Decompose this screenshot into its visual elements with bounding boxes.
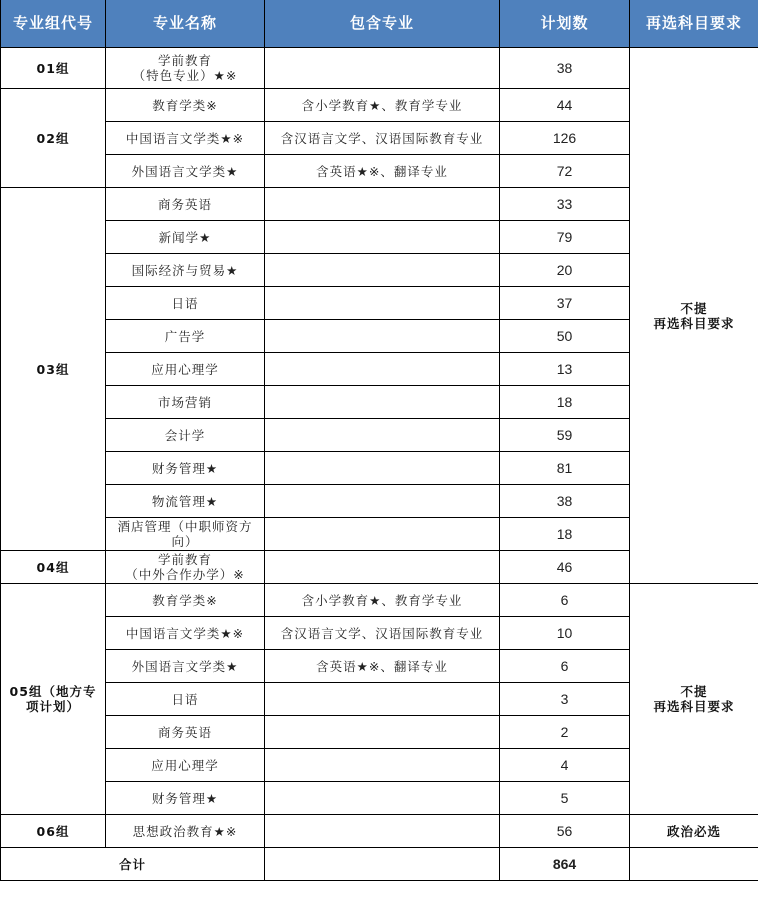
major-name <box>106 518 265 551</box>
included-majors <box>265 353 500 386</box>
total-row <box>1 848 758 881</box>
group-code <box>1 584 106 815</box>
plan-count: 56 <box>500 815 630 848</box>
plan-count: 5 <box>500 782 630 815</box>
included-majors <box>265 716 500 749</box>
total-label: 合计 <box>1 848 265 881</box>
plan-count: 18 <box>500 518 630 551</box>
major-name: 会计学 <box>106 419 265 452</box>
included-majors <box>265 485 500 518</box>
plan-count: 46 <box>500 551 630 584</box>
included-majors: 含汉语言文学、汉语国际教育专业 <box>265 122 500 155</box>
group-code-line1: 05组（地方专 <box>9 684 97 699</box>
included-majors <box>265 48 500 89</box>
plan-count: 50 <box>500 320 630 353</box>
plan-count: 44 <box>500 89 630 122</box>
included-majors <box>265 782 500 815</box>
total-requirement <box>630 848 758 881</box>
plan-count: 38 <box>500 485 630 518</box>
included-majors: 含英语★※、翻译专业 <box>265 650 500 683</box>
major-name: 商务英语 <box>106 716 265 749</box>
plan-count: 33 <box>500 188 630 221</box>
group-code: 04组 <box>1 551 106 584</box>
major-name: 财务管理★ <box>106 452 265 485</box>
included-majors <box>265 749 500 782</box>
major-name: 中国语言文学类★※ <box>106 617 265 650</box>
major-name-line1: 学前教育 <box>157 552 212 567</box>
plan-count: 10 <box>500 617 630 650</box>
header-subject-requirement: 再选科目要求 <box>630 0 758 48</box>
plan-count: 2 <box>500 716 630 749</box>
major-name: 广告学 <box>106 320 265 353</box>
major-name: 物流管理★ <box>106 485 265 518</box>
requirement-line1: 不提 <box>680 300 708 316</box>
plan-count: 72 <box>500 155 630 188</box>
major-name: 新闻学★ <box>106 221 265 254</box>
major-name-line2: 向） <box>171 534 199 549</box>
total-included <box>265 848 500 881</box>
table-row <box>1 815 758 848</box>
group-code: 03组 <box>1 188 106 551</box>
major-name: 商务英语 <box>106 188 265 221</box>
major-name: 市场营销 <box>106 386 265 419</box>
plan-count: 6 <box>500 584 630 617</box>
major-name <box>106 551 265 584</box>
plan-count: 38 <box>500 48 630 89</box>
requirement-line1: 不提 <box>680 684 708 699</box>
major-name: 中国语言文学类★※ <box>106 122 265 155</box>
included-majors: 含英语★※、翻译专业 <box>265 155 500 188</box>
requirement-line2: 再选科目要求 <box>653 699 735 714</box>
included-majors <box>265 320 500 353</box>
plan-count: 81 <box>500 452 630 485</box>
plan-count: 4 <box>500 749 630 782</box>
included-majors: 含小学教育★、教育学专业 <box>265 89 500 122</box>
table-row <box>1 48 758 89</box>
plan-count: 18 <box>500 386 630 419</box>
major-name: 教育学类※ <box>106 584 265 617</box>
major-name-line1: 酒店管理（中职师资方 <box>117 519 253 534</box>
subject-requirement-group06: 政治必选 <box>630 815 758 848</box>
plan-count: 126 <box>500 122 630 155</box>
included-majors <box>265 452 500 485</box>
major-name-line2: （特色专业）★※ <box>132 68 238 83</box>
major-name: 应用心理学 <box>106 353 265 386</box>
included-majors <box>265 386 500 419</box>
included-majors: 含小学教育★、教育学专业 <box>265 584 500 617</box>
included-majors <box>265 551 500 584</box>
major-name: 思想政治教育★※ <box>106 815 265 848</box>
plan-count: 59 <box>500 419 630 452</box>
major-name: 教育学类※ <box>106 89 265 122</box>
major-name: 财务管理★ <box>106 782 265 815</box>
included-majors <box>265 419 500 452</box>
included-majors <box>265 221 500 254</box>
subject-requirement-block-1 <box>630 48 758 584</box>
group-code: 06组 <box>1 815 106 848</box>
included-majors <box>265 518 500 551</box>
major-name: 日语 <box>106 683 265 716</box>
plan-count: 6 <box>500 650 630 683</box>
total-count: 864 <box>500 848 630 881</box>
included-majors: 含汉语言文学、汉语国际教育专业 <box>265 617 500 650</box>
group-code: 01组 <box>1 48 106 89</box>
plan-count: 20 <box>500 254 630 287</box>
major-name: 外国语言文学类★ <box>106 650 265 683</box>
major-name: 应用心理学 <box>106 749 265 782</box>
plan-count: 13 <box>500 353 630 386</box>
major-name-line2: （中外合作办学）※ <box>125 567 245 582</box>
group-code-line2: 项计划） <box>25 699 80 714</box>
included-majors <box>265 188 500 221</box>
major-name: 日语 <box>106 287 265 320</box>
table-header-row <box>1 0 758 48</box>
subject-requirement-block-2 <box>630 584 758 815</box>
major-name: 国际经济与贸易★ <box>106 254 265 287</box>
requirement-line2: 再选科目要求 <box>653 315 735 331</box>
major-name-line1: 学前教育 <box>157 53 212 68</box>
plan-count: 37 <box>500 287 630 320</box>
included-majors <box>265 815 500 848</box>
plan-count: 79 <box>500 221 630 254</box>
plan-count: 3 <box>500 683 630 716</box>
included-majors <box>265 254 500 287</box>
header-major-name: 专业名称 <box>106 0 265 48</box>
group-code: 02组 <box>1 89 106 188</box>
included-majors <box>265 683 500 716</box>
header-plan-count: 计划数 <box>500 0 630 48</box>
header-included-majors: 包含专业 <box>265 0 500 48</box>
table-row <box>1 584 758 617</box>
major-name: 外国语言文学类★ <box>106 155 265 188</box>
header-group-code: 专业组代号 <box>1 0 106 48</box>
major-name <box>106 48 265 89</box>
included-majors <box>265 287 500 320</box>
